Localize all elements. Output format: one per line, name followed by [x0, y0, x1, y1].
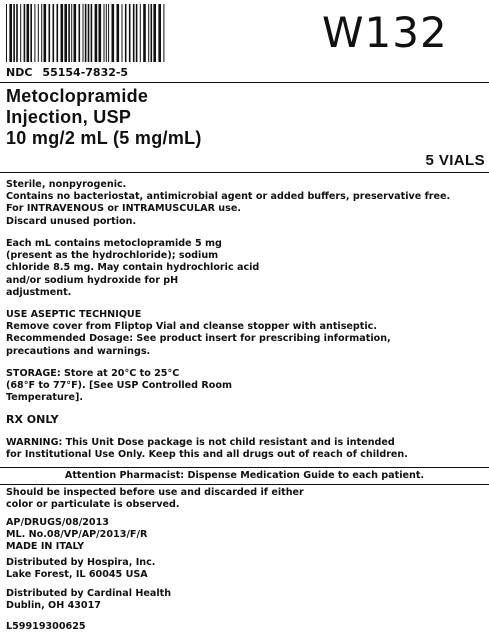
barcode-bar	[95, 4, 98, 62]
technique-line: USE ASEPTIC TECHNIQUE	[6, 309, 142, 320]
product-code: W132	[322, 8, 448, 57]
warning-line: WARNING: This Unit Dose package is not child resistant and is intended	[6, 437, 395, 448]
registration-line: AP/DRUGS/08/2013	[6, 517, 109, 528]
barcode-bar	[38, 4, 39, 62]
composition-block	[6, 238, 483, 299]
barcode-bar	[27, 4, 30, 62]
description-line: Sterile, nonpyrogenic.	[6, 179, 127, 190]
barcode-bar	[64, 4, 67, 62]
composition-line: (present as the hydrochloride); sodium	[6, 250, 219, 262]
barcode-bar	[158, 4, 161, 62]
barcode-bar	[79, 4, 81, 62]
rx-only: RX ONLY	[6, 413, 59, 426]
barcode-bar	[68, 4, 70, 62]
warning-line: for Institutional Use Only. Keep this and all drugs out of reach of children.	[6, 449, 408, 461]
barcode-bar	[163, 4, 164, 62]
vial-count: 5 VIALS	[425, 152, 485, 169]
storage-line: Temperature].	[6, 392, 84, 404]
storage-block	[6, 368, 483, 405]
inspection-line: Should be inspected before use and discarded if either	[6, 487, 304, 498]
barcode-bar	[129, 4, 131, 62]
distributor-line: Distributed by Cardinal Health	[6, 588, 172, 599]
registration-line: ML. No.08/VP/AP/2013/F/R	[6, 529, 148, 541]
technique-block	[6, 309, 483, 358]
barcode-bar	[140, 4, 141, 62]
barcode-bar	[106, 4, 107, 62]
barcode-bar	[136, 4, 138, 62]
barcode-bar	[133, 4, 135, 62]
product-name: Metoclopramide	[6, 86, 149, 106]
product-strength: 10 mg/2 mL (5 mg/mL)	[6, 128, 202, 148]
product-title	[6, 86, 202, 149]
registration-block	[6, 517, 483, 554]
technique-line: Recommended Dosage: See product insert for prescribing information,	[6, 333, 391, 345]
barcode-bar	[104, 4, 105, 62]
barcode-bar	[49, 4, 51, 62]
barcode-bar	[16, 4, 18, 62]
barcode-bar	[24, 4, 26, 62]
barcode-bar	[74, 4, 77, 62]
barcode-bar	[125, 4, 127, 62]
barcode-bar	[71, 4, 72, 62]
barcode-bar	[108, 4, 109, 62]
inspection-line: color or particulate is observed.	[6, 499, 180, 511]
barcode-bar	[34, 4, 35, 62]
barcode	[6, 4, 166, 62]
barcode-bar	[30, 4, 32, 62]
barcode-bar	[153, 4, 156, 62]
composition-line: and/or sodium hydroxide for pH	[6, 274, 179, 286]
barcode-bar	[6, 4, 7, 62]
barcode-bar	[9, 4, 12, 62]
attention-pharmacist: Attention Pharmacist: Dispense Medication Guide to each patient.	[0, 467, 489, 485]
composition-line: chloride 8.5 mg. May contain hydrochloric acid	[6, 262, 260, 274]
description-line: For INTRAVENOUS or INTRAMUSCULAR use.	[6, 203, 241, 215]
barcode-bar	[148, 4, 149, 62]
barcode-bar	[13, 4, 15, 62]
inspection-block	[6, 487, 483, 511]
lot-code: L59919300625	[6, 621, 86, 632]
storage-line: (68°F to 77°F). [See USP Controlled Room	[6, 380, 232, 392]
barcode-bar	[112, 4, 115, 62]
ndc-number	[6, 66, 128, 79]
distributor-line: Lake Forest, IL 60045 USA	[6, 569, 148, 581]
distributor-line: Dublin, OH 43017	[6, 600, 101, 612]
barcode-bar	[61, 4, 64, 62]
barcode-bar	[85, 4, 87, 62]
distributor-line: Distributed by Hospira, Inc.	[6, 557, 156, 568]
composition-line: adjustment.	[6, 286, 72, 298]
ndc-value: 55154-7832-5	[42, 66, 129, 79]
barcode-bar	[117, 4, 120, 62]
description-line: Discard unused portion.	[6, 215, 137, 227]
barcode-bar	[99, 4, 102, 62]
barcode-bar	[83, 4, 84, 62]
barcode-bar	[44, 4, 47, 62]
barcode-bar	[41, 4, 42, 62]
barcode-bar	[91, 4, 93, 62]
barcode-bar	[20, 4, 21, 62]
divider	[0, 172, 489, 173]
distributor-cardinal	[6, 588, 483, 612]
distributor-hospira	[6, 557, 483, 581]
product-form: Injection, USP	[6, 107, 132, 127]
barcode-bar	[143, 4, 146, 62]
barcode-bar	[151, 4, 153, 62]
registration-line: MADE IN ITALY	[6, 541, 85, 553]
divider	[0, 82, 489, 83]
technique-line: precautions and warnings.	[6, 345, 151, 357]
description-block	[6, 179, 483, 228]
ndc-label: NDC	[6, 66, 33, 79]
description-line: Contains no bacteriostat, antimicrobial agent or added buffers, preservative free.	[6, 191, 451, 203]
barcode-bar	[53, 4, 55, 62]
barcode-bar	[88, 4, 90, 62]
technique-line: Remove cover from Fliptop Vial and cleanse stopper with antiseptic.	[6, 321, 377, 333]
barcode-bar	[57, 4, 59, 62]
composition-line: Each mL contains metoclopramide 5 mg	[6, 238, 222, 249]
warning-block	[6, 437, 483, 461]
barcode-bar	[122, 4, 123, 62]
storage-line: STORAGE: Store at 20°C to 25°C	[6, 368, 180, 379]
